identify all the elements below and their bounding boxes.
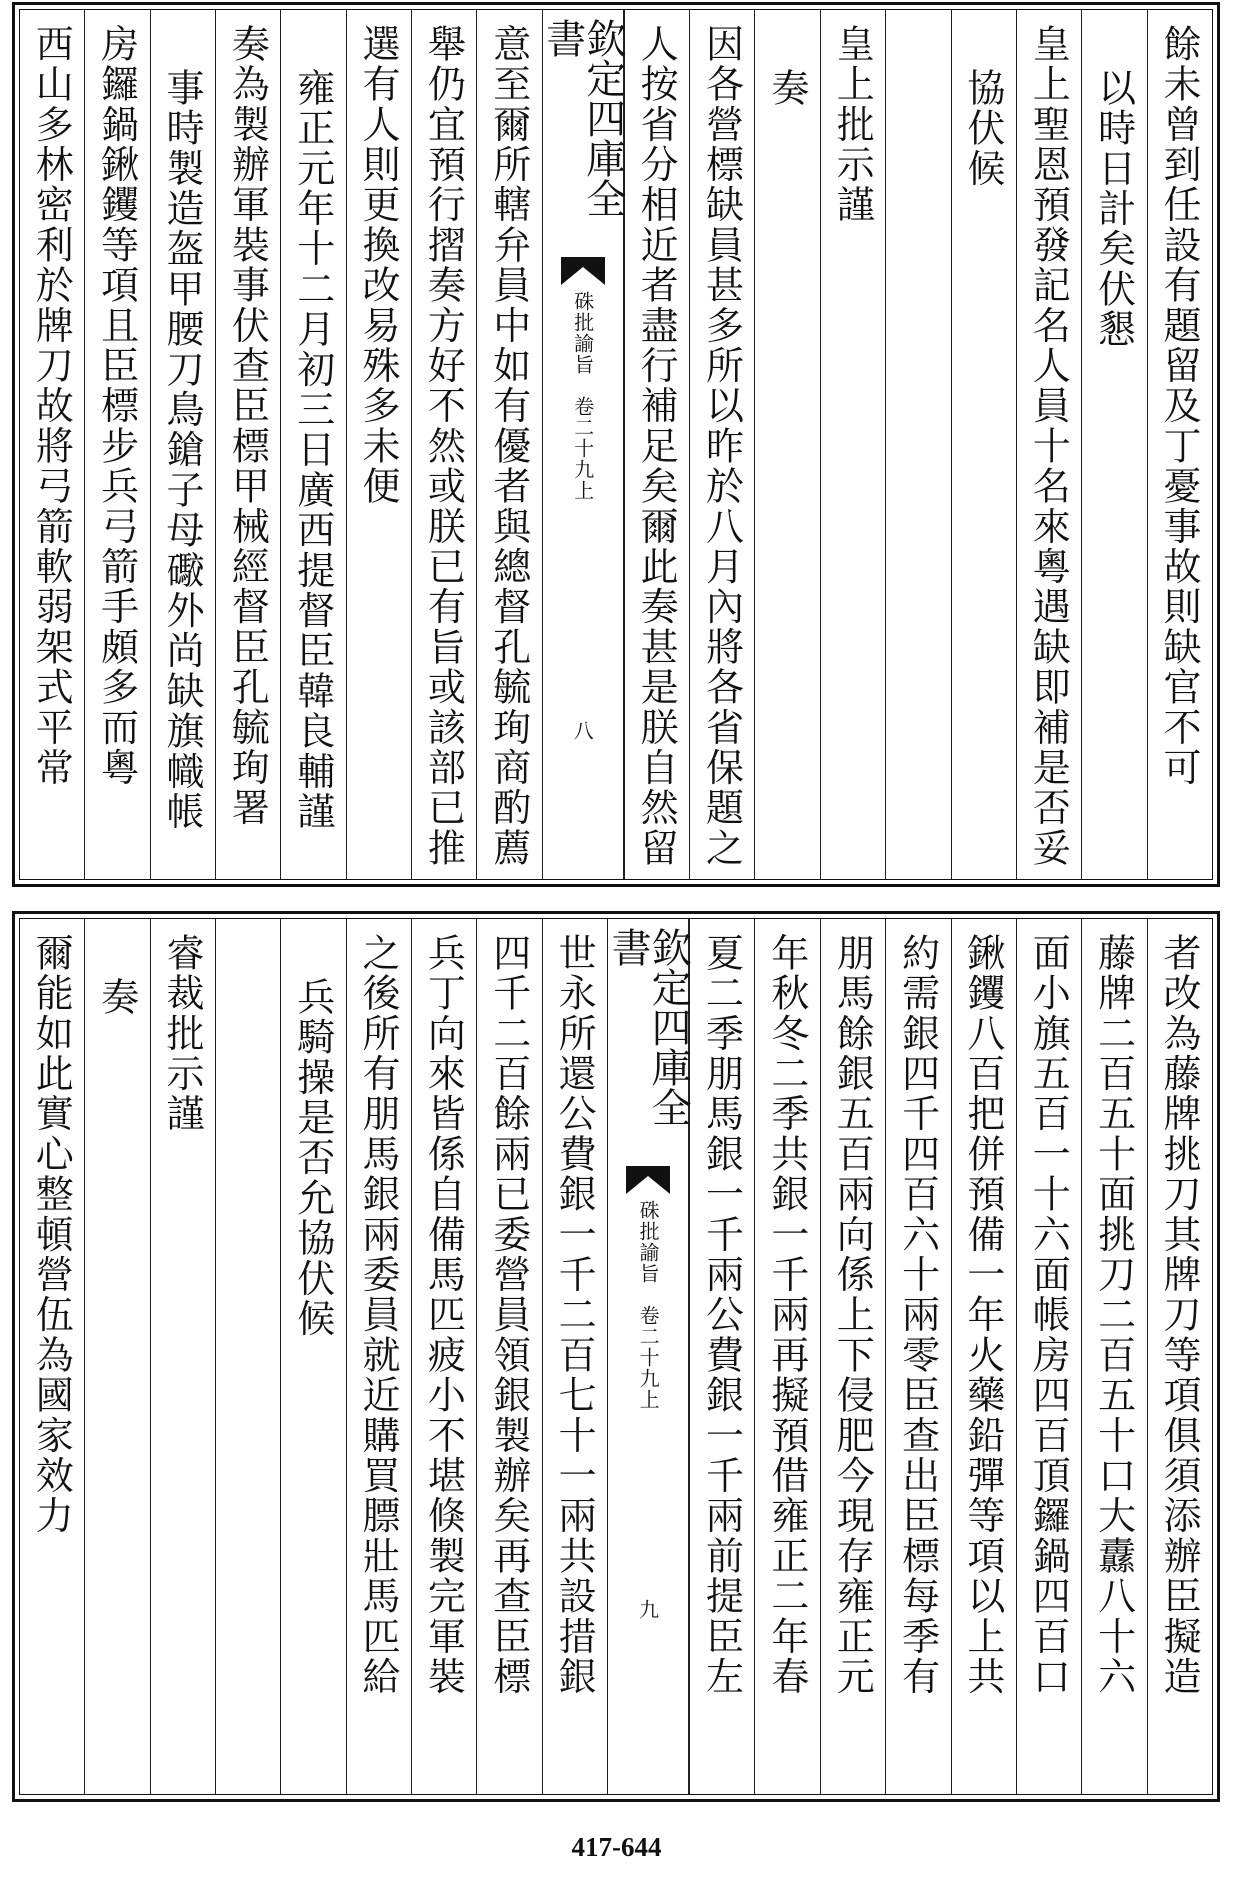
lower-col-17	[20, 919, 84, 1794]
column-text: 餘未曾到任設有題留及丁憂事故則缺官不可	[1157, 24, 1201, 788]
column-text: 年秋冬二季共銀一千兩再擬預借雍正二年春	[764, 933, 809, 1697]
upper-col-14	[215, 10, 280, 879]
column-text: 因各營標缺員甚多所以昨於八月內將各省保題之	[699, 24, 744, 869]
column-text: 兵騎操是否允協伏候	[290, 977, 335, 1339]
lower-col-11	[411, 919, 476, 1794]
upper-page-columns	[19, 9, 1213, 880]
column-text: 皇上批示謹	[830, 24, 875, 225]
upper-col-2	[1081, 10, 1146, 879]
lower-col-9	[542, 919, 607, 1794]
column-text: 奏	[764, 68, 809, 109]
upper-col-9	[624, 10, 689, 879]
page-number: 九	[635, 1599, 660, 1619]
column-text: 以時日計矣伏懇	[1091, 68, 1136, 350]
column-text: 奏	[94, 977, 139, 1018]
lower-col-16	[84, 919, 149, 1794]
column-text: 之後所有朋馬銀兩委員就近購買膘壯馬匹給	[356, 933, 401, 1697]
upper-col-12	[346, 10, 411, 879]
fish-tail-ornament-icon	[626, 1166, 670, 1194]
upper-col-15	[150, 10, 215, 879]
column-text: 事時製造盔甲腰刀鳥鎗子母礮外尚缺旗幟帳	[159, 68, 204, 832]
column-text: 世永所還公費銀一千二百七十一兩共設措銀	[552, 933, 597, 1697]
lower-col-8	[689, 919, 754, 1794]
page-number: 八	[570, 720, 595, 740]
column-text: 四千二百餘兩已委營員領銀製辦矣再查臣標	[486, 933, 531, 1697]
lower-col-14	[215, 919, 280, 1794]
upper-col-8	[689, 10, 754, 879]
lower-center-column	[605, 919, 692, 1794]
lower-col-12	[346, 919, 411, 1794]
lower-col-13	[280, 919, 345, 1794]
chapter-label: 硃批諭旨 卷二十九上	[636, 1200, 661, 1410]
upper-col-16	[84, 10, 149, 879]
column-text: 西山多林密利於牌刀故將弓箭軟弱架式平常	[29, 24, 74, 788]
upper-col-6	[820, 10, 885, 879]
column-text: 雍正元年十二月初三日廣西提督臣韓良輔謹	[290, 68, 335, 832]
upper-center-column	[539, 10, 626, 879]
upper-col-11	[411, 10, 476, 879]
lower-col-6	[820, 919, 885, 1794]
column-text: 約需銀四千四百六十兩零臣查出臣標每季有	[895, 933, 940, 1697]
column-text: 朋馬餘銀五百兩向係上下侵肥今現存雍正元	[830, 933, 875, 1697]
column-text: 意至爾所轄弁員中如有優者與總督孔毓珣商酌薦	[486, 24, 531, 869]
column-text: 兵丁向來皆係自備馬匹疲小不堪倏製完軍裝	[421, 933, 466, 1697]
upper-col-10	[476, 10, 541, 879]
upper-col-17	[20, 10, 84, 879]
column-text: 面小旗五百一十六面帳房四百頂鑼鍋四百口	[1026, 933, 1071, 1697]
lower-col-1	[1147, 919, 1212, 1794]
column-text: 爾能如此實心整頓營伍為國家效力	[29, 933, 74, 1536]
book-title: 欽定四庫全書	[605, 927, 692, 1127]
fish-tail-ornament-icon	[561, 257, 605, 285]
upper-col-3	[1016, 10, 1081, 879]
upper-col-5	[885, 10, 950, 879]
column-text: 夏二季朋馬銀一千兩公費銀一千兩前提臣左	[699, 933, 744, 1697]
column-text: 者改為藤牌挑刀其牌刀等項俱須添辦臣擬造	[1157, 933, 1201, 1697]
column-text: 睿裁批示謹	[159, 933, 204, 1134]
folio-number: 417-644	[571, 1832, 662, 1862]
upper-col-7	[754, 10, 819, 879]
column-text: 舉仍宜預行摺奏方好不然或朕已有旨或該部已推	[421, 24, 466, 869]
column-text: 藤牌二百五十面挑刀二百五十口大纛八十六	[1091, 933, 1136, 1697]
upper-page	[12, 2, 1220, 887]
lower-col-5	[885, 919, 950, 1794]
column-text: 選有人則更換改易殊多未便	[356, 24, 401, 507]
lower-col-3	[1016, 919, 1081, 1794]
lower-page	[12, 911, 1220, 1802]
column-text: 奏為製辦軍裝事伏查臣標甲械經督臣孔毓珣署	[225, 24, 270, 828]
column-text: 鍬钁八百把併預備一年火藥鉛彈等項以上共	[960, 933, 1005, 1697]
column-text: 人按省分相近者盡行補足矣爾此奏甚是朕自然留	[634, 24, 679, 869]
lower-col-7	[754, 919, 819, 1794]
upper-col-4	[951, 10, 1016, 879]
lower-page-columns	[19, 918, 1213, 1795]
column-text: 房鑼鍋鍬钁等項且臣標步兵弓箭手頗多而粵	[94, 24, 139, 788]
chapter-label: 硃批諭旨 卷二十九上	[570, 291, 595, 501]
upper-col-13	[280, 10, 345, 879]
column-text: 協伏候	[960, 68, 1005, 189]
column-text: 皇上聖恩預發記名人員十名來粵遇缺即補是否妥	[1026, 24, 1071, 869]
book-title: 欽定四庫全書	[539, 18, 626, 218]
lower-col-10	[476, 919, 541, 1794]
lower-col-2	[1081, 919, 1146, 1794]
lower-col-4	[951, 919, 1016, 1794]
upper-col-1	[1147, 10, 1212, 879]
lower-col-15	[150, 919, 215, 1794]
